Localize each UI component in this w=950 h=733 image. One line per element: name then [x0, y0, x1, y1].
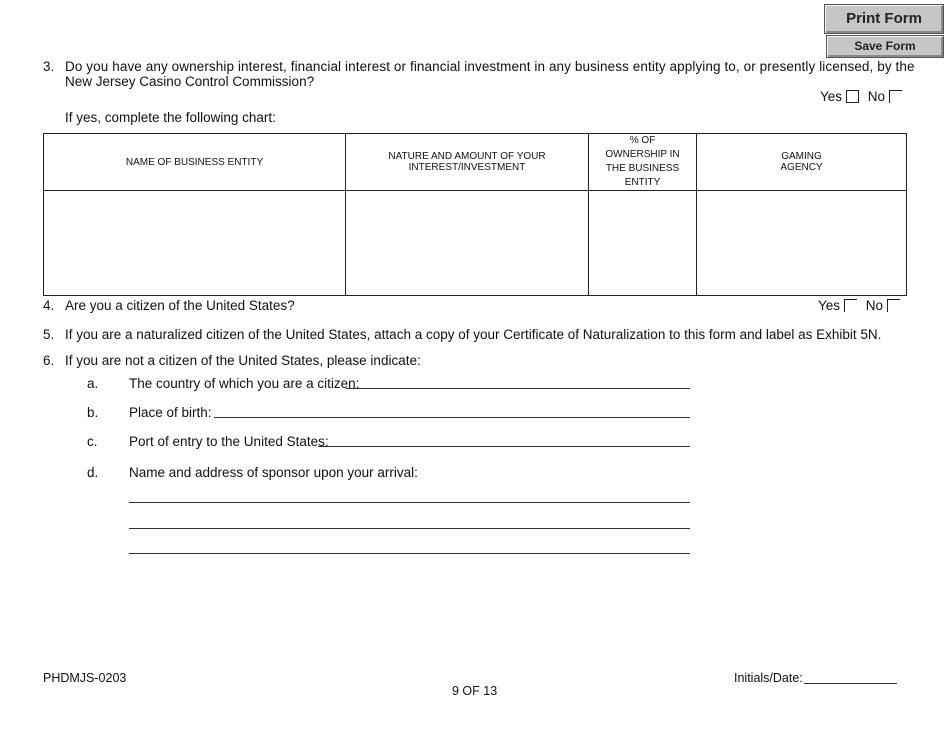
- q6d-sponsor-field-line2[interactable]: [129, 528, 690, 529]
- q4-yes-label: Yes: [818, 298, 841, 313]
- table-cell-name[interactable]: [44, 191, 346, 296]
- print-form-button[interactable]: Print Form: [824, 4, 944, 34]
- q6b-letter: b.: [87, 405, 99, 420]
- table-cell-ownership[interactable]: [589, 191, 697, 296]
- q4-no-checkbox[interactable]: [887, 299, 900, 312]
- q5-number: 5.: [43, 327, 55, 342]
- q6a-letter: a.: [87, 376, 99, 391]
- q6c-letter: c.: [87, 434, 98, 449]
- q3-no-label: No: [867, 89, 886, 104]
- q5-text: If you are a naturalized citizen of the United States, attach a copy of your Certificate of Naturalization to this form and label as Exhibit 5N.: [65, 327, 882, 342]
- q6d-label: Name and address of sponsor upon your arrival:: [129, 465, 418, 480]
- q6-number: 6.: [43, 353, 55, 368]
- table-header-name: NAME OF BUSINESS ENTITY: [44, 134, 346, 191]
- q6d-sponsor-field-line1[interactable]: [129, 502, 690, 503]
- q3-text-line1: Do you have any ownership interest, financial interest or financial investment in any business entity applying to, or presently licensed, by the: [65, 59, 915, 74]
- save-form-button[interactable]: Save Form: [826, 35, 944, 58]
- q3-number: 3.: [43, 59, 55, 74]
- table-cell-agency[interactable]: [697, 191, 907, 296]
- table-header-agency: GAMING AGENCY: [697, 134, 907, 191]
- table-header-ownership: % OF OWNERSHIP IN THE BUSINESS ENTITY: [589, 134, 697, 191]
- table-header-nature: NATURE AND AMOUNT OF YOUR INTEREST/INVESTMENT: [346, 134, 589, 191]
- q6b-birthplace-field[interactable]: [214, 417, 690, 418]
- page-number: 9 OF 13: [452, 684, 498, 698]
- q3-no-checkbox[interactable]: [889, 90, 902, 103]
- table-cell-nature[interactable]: [346, 191, 589, 296]
- business-entity-table: [43, 133, 907, 296]
- q3-yes-label: Yes: [820, 89, 843, 104]
- q6c-port-of-entry-field[interactable]: [318, 446, 690, 447]
- q6d-letter: d.: [87, 465, 99, 480]
- q4-text: Are you a citizen of the United States?: [65, 298, 295, 313]
- table-row: [44, 191, 907, 296]
- q6a-country-field[interactable]: [346, 388, 690, 389]
- form-id: PHDMJS-0203: [43, 671, 127, 685]
- table-header-row: [44, 134, 907, 191]
- q6-text: If you are not a citizen of the United States, please indicate:: [65, 353, 421, 368]
- initials-date-field[interactable]: [804, 683, 897, 684]
- q4-no-label: No: [865, 298, 884, 313]
- q6b-label: Place of birth:: [129, 405, 212, 420]
- q6d-sponsor-field-line3[interactable]: [129, 553, 690, 554]
- q4-yes-checkbox[interactable]: [844, 299, 857, 312]
- q4-yes-no: [818, 298, 900, 313]
- q6c-label: Port of entry to the United States:: [129, 434, 329, 449]
- q6a-label: The country of which you are a citizen:: [129, 376, 360, 391]
- q3-yes-no: [820, 89, 902, 104]
- q4-number: 4.: [43, 298, 55, 313]
- q3-yes-checkbox[interactable]: [846, 90, 859, 103]
- q3-text-line2: New Jersey Casino Control Commission?: [65, 74, 315, 89]
- q3-instruction: If yes, complete the following chart:: [65, 110, 276, 125]
- initials-date-label: Initials/Date:: [734, 671, 803, 685]
